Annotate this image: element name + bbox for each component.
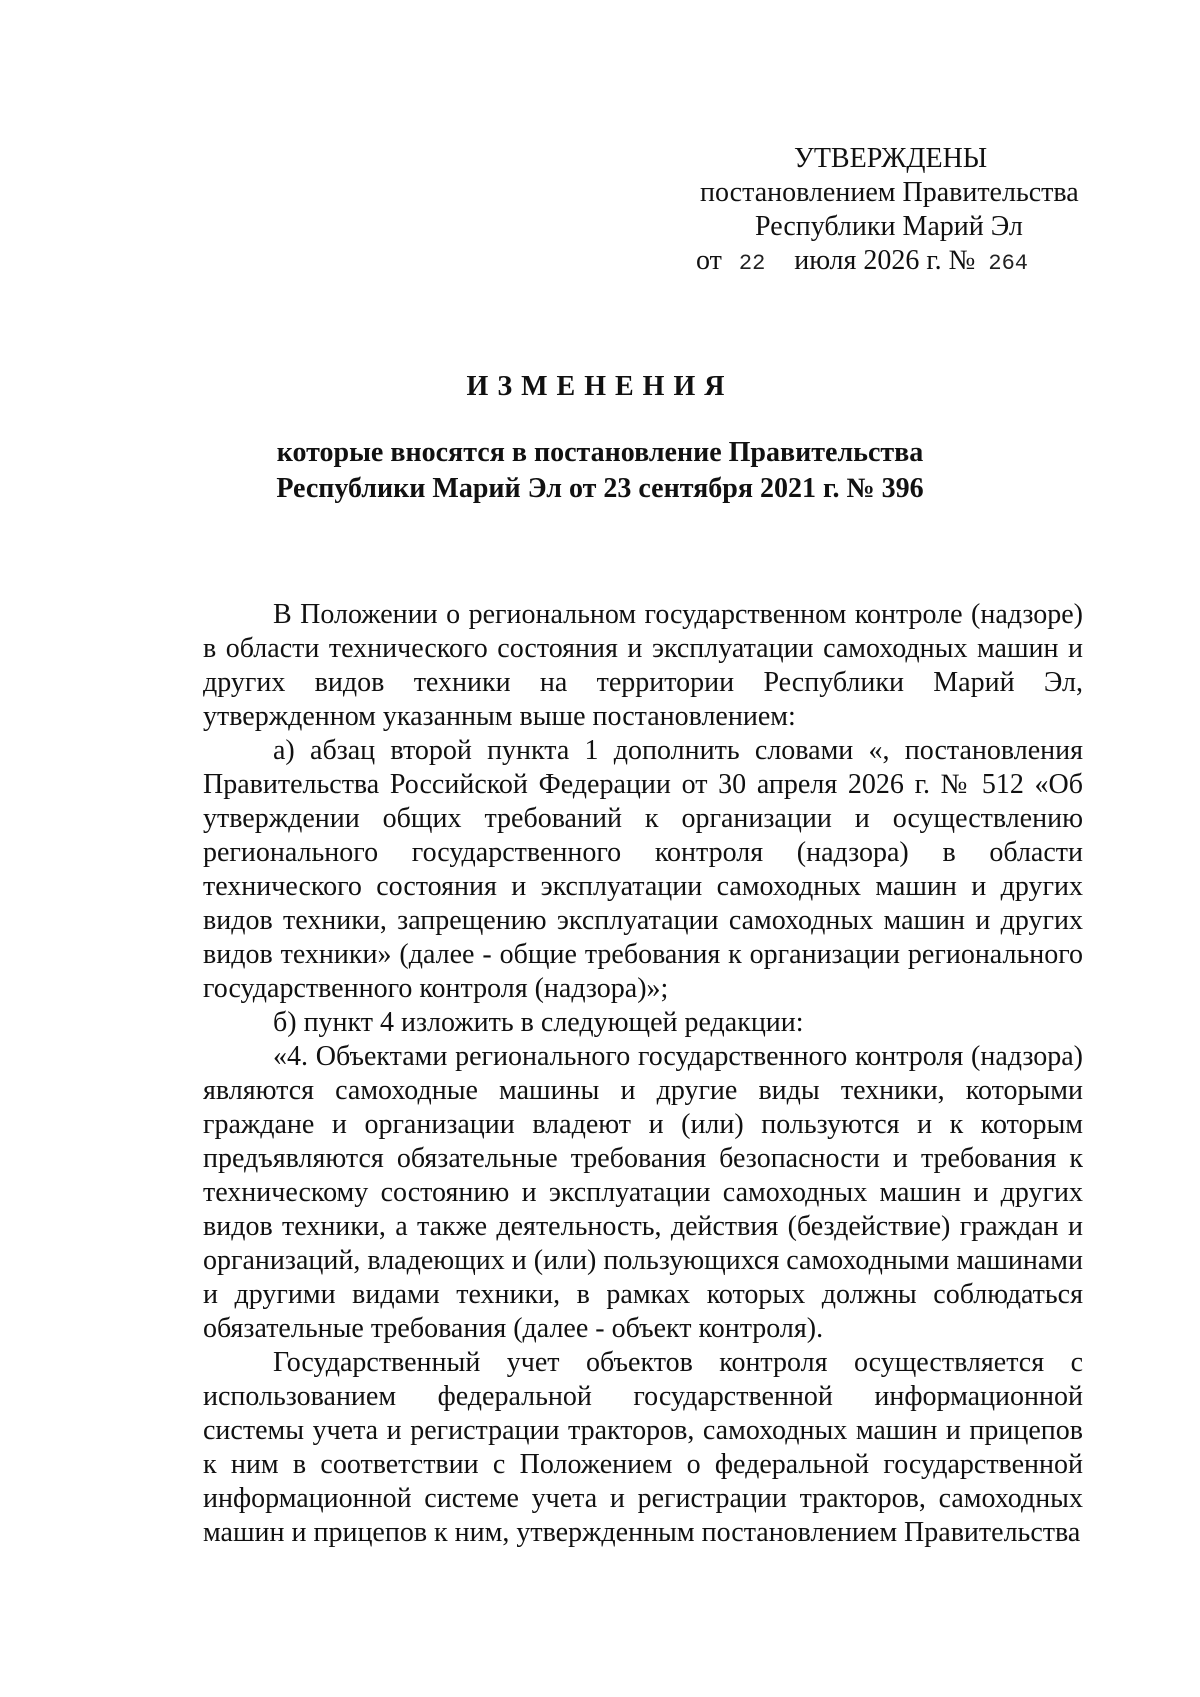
resolution-number: 264 [988,251,1028,276]
subtitle-line-2: Республики Марий Эл от 23 сентября 2021 г. № 396 [276,473,924,504]
paragraph-point-4: «4. Объектами регионального государственного контроля (надзора) являются самоходные машины и другие виды техники, которыми граждане и организации владеют и (или) пользуются и к которым предъявляются обязательные требования безопасности и требования к техническому состоянию и эксплуатации самоходных машин и других видов техники, а также деятельность, действия (бездействие) граждан и организаций, владеющих и (или) пользующихся самоходными машинами и другими видами техники, в рамках которых должны соблюдаться обязательные требования (далее - объект контроля). [203,1041,1083,1344]
document-title: ИЗМЕНЕНИЯ [466,371,734,402]
approval-line-republic: Республики Марий Эл [755,211,1023,242]
date-day: 22 [738,251,766,276]
paragraph-item-b: б) пункт 4 изложить в следующей редакции: [273,1007,804,1038]
paragraph-state-registration: Государственный учет объектов контроля осуществляется с использованием федеральной государственной информационной системы учета и регистрации тракторов, самоходных машин и прицепов к ним в соответствии с Положением о федеральной государственной информационной системе учета и регистрации тракторов, самоходных машин и прицепов к ним, утвержденным постановлением Правительства [203,1347,1083,1548]
paragraph-item-a: а) абзац второй пункта 1 дополнить словами «, постановления Правительства Российской Федерации от 30 апреля 2026 г. № 512 «Об утверждении общих требований к организации и осуществлению регионального государственного контроля (надзора) в области технического состояния и эксплуатации самоходных машин и других видов техники, запрещению эксплуатации самоходных машин и других видов техники» (далее - общие требования к организации регионального государственного контроля (надзора)»; [203,735,1083,1004]
date-prefix: от [696,245,722,276]
approval-line-resolution: постановлением Правительства [700,177,1079,208]
paragraph-intro: В Положении о региональном государственном контроле (надзоре) в области технического состояния и эксплуатации самоходных машин и других видов техники на территории Республики Марий Эл, утвержденном указанным выше постановлением: [203,599,1083,732]
document-subtitle [0,435,1200,507]
date-month-year: июля 2026 г. № [794,245,976,276]
approval-date-line [696,244,1028,281]
approval-heading: УТВЕРЖДЕНЫ [794,143,988,174]
document-body [203,598,1083,1550]
subtitle-line-1: которые вносятся в постановление Правительства [276,437,924,468]
